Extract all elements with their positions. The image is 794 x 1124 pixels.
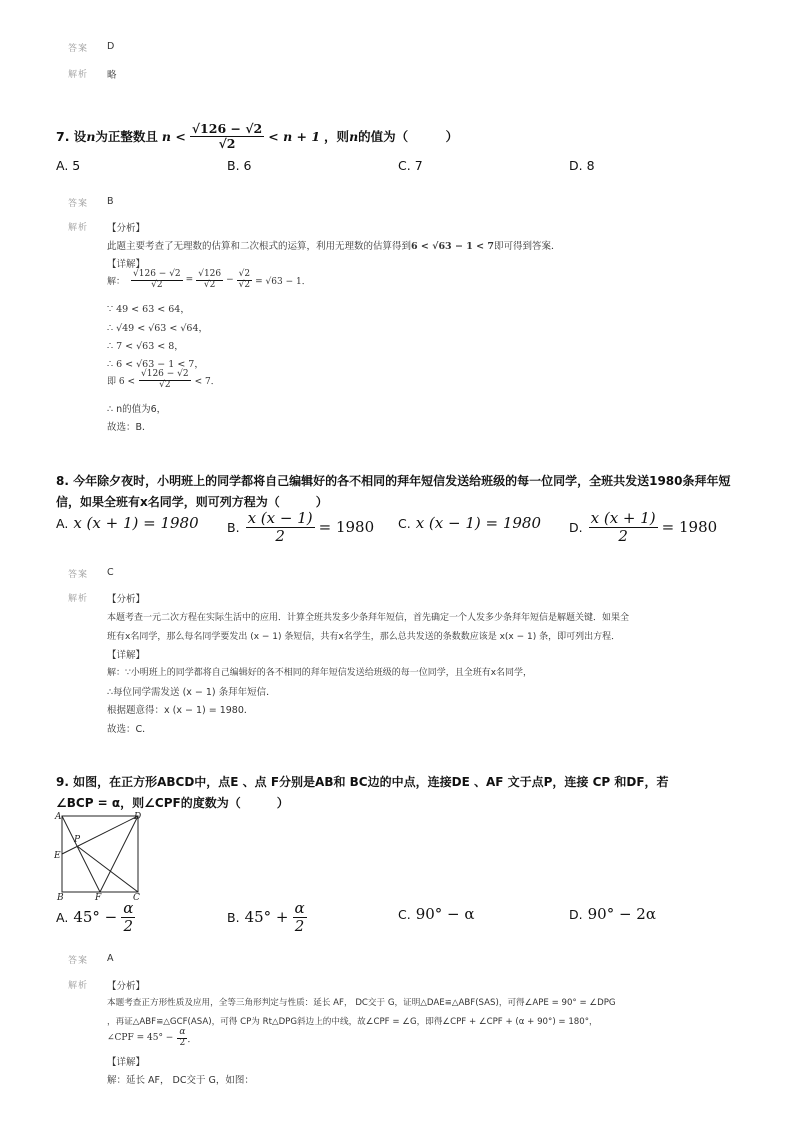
q7-option-c[interactable]: C. 7 bbox=[398, 158, 423, 173]
fig-label-a: A bbox=[55, 812, 62, 822]
q9-line-1: 9. 如图，在正方形ABCD中，点E 、点 F分别是AB和 BC边的中点，连接DE 、AF 文于点P，连接 CP 和DF，若 bbox=[56, 775, 669, 789]
q8-option-b[interactable]: B. $\frac{x (x - 1)}{2}$ = 1980 bbox=[227, 509, 375, 545]
q8-answer-value: C bbox=[107, 567, 114, 578]
q8-line-e: 解：∵小明班上的同学都将自己编辑好的各不相同的拜年短信发送给班级的每一位同学，且全班有x名同学， bbox=[107, 668, 533, 678]
analysis-text: 略 bbox=[107, 70, 117, 81]
q9-line-d: ∠CPF = 45° − $\frac{\alpha}{2}$ ． bbox=[107, 1027, 197, 1048]
q7-line-10: 故选：B． bbox=[107, 422, 152, 433]
q9-option-b[interactable]: B. 45° + $\frac{\alpha}{2}$ bbox=[227, 899, 305, 935]
q8-line-b: 本题考查一元二次方程在实际生活中的应用．计算全班共发多少条拜年短信，首先确定一个人发多少条拜年短信是解题关键．如果全 bbox=[107, 613, 630, 623]
q7-calc: 解： $\frac{√126 - √2}{√2}$ = $\frac{√126}{√2}$ − $\frac{√2}{√2}$ = √63 − 1． bbox=[107, 269, 311, 290]
q7-line-7: ∴ 6 < √63 − 1 < 7， bbox=[107, 359, 204, 370]
q8-option-c[interactable]: C. x (x − 1) = 1980 bbox=[398, 514, 542, 532]
q8-line-f: ∴每位同学需发送 (x − 1) 条拜年短信． bbox=[107, 687, 276, 698]
q7-stem-a: 7. 设 bbox=[56, 129, 87, 145]
q7-line-4: ∵ 49 < 63 < 64， bbox=[107, 304, 190, 315]
q7-line-8: 即 6 < $\frac{√126 - √2}{√2}$ < 7． bbox=[107, 369, 220, 390]
q9-line-b: 本题考查正方形性质及应用，全等三角形判定与性质：延长 AF， DC交于 G，证明△DAE≌△ABF(SAS)，可得∠APE = 90° = ∠DPG bbox=[107, 998, 616, 1008]
q9-option-c[interactable]: C. 90° − α bbox=[398, 905, 475, 923]
q9-line-2: ∠BCP = α，则∠CPF的度数为（ ） bbox=[56, 796, 289, 810]
q9-option-a[interactable]: A. 45° − $\frac{\alpha}{2}$ bbox=[56, 899, 134, 935]
fig-label-c: C bbox=[133, 893, 140, 902]
q9-line-e: 【详解】 bbox=[107, 1057, 146, 1068]
answer-value: D bbox=[107, 41, 115, 52]
q7-rhs: < n + 1 bbox=[268, 128, 321, 144]
q7-fraction-den: √2 bbox=[218, 135, 236, 151]
answer-label: 答案 bbox=[68, 44, 89, 54]
q7-var-n: n bbox=[86, 128, 96, 144]
fig-label-b: B bbox=[57, 893, 64, 902]
q8-answer-label: 答案 bbox=[68, 570, 89, 580]
q7-stem-d: 的值为（ ） bbox=[358, 129, 459, 145]
q7-lhs: n < bbox=[161, 128, 186, 144]
fig-label-e: E bbox=[54, 851, 61, 861]
q7-line-9: ∴ n的值为6， bbox=[107, 404, 167, 415]
q8-option-a[interactable]: A. x (x + 1) = 1980 bbox=[56, 514, 199, 532]
q8-line-c: 班有x名同学，那么每名同学要发出 (x − 1) 条短信，共有x名学生，那么总共发送的条数数应该是 x(x − 1) 条，即可列出方程． bbox=[107, 632, 621, 642]
q8-line-1: 8. 今年除夕夜时，小明班上的同学都将自己编辑好的各不相同的拜年短信发送给班级的每一位同学，全班共发送1980条拜年短 bbox=[56, 474, 731, 488]
q7-answer-value: B bbox=[107, 196, 114, 207]
q7-line-6: ∴ 7 < √63 < 8， bbox=[107, 341, 184, 352]
q7-option-d[interactable]: D. 8 bbox=[569, 158, 595, 173]
q7-answer-label: 答案 bbox=[68, 199, 89, 209]
q7-line-0: 【分析】 bbox=[107, 223, 146, 234]
q9-option-d[interactable]: D. 90° − 2α bbox=[569, 905, 656, 923]
q7-analysis-label: 解析 bbox=[68, 223, 89, 233]
q7-stem-c: ，则 bbox=[324, 129, 350, 145]
q7-line-5: ∴ √49 < √63 < √64， bbox=[107, 323, 208, 334]
q7-line-1: 此题主要考查了无理数的估算和二次根式的运算，利用无理数的估算得到6 < √63 − 1 < 7即可得到答案． bbox=[107, 241, 561, 252]
q8-line-2: 信，如果全班有x名同学，则可列方程为（ ） bbox=[56, 495, 328, 509]
q9-answer-value: A bbox=[107, 953, 114, 964]
q8-line-h: 故选：C． bbox=[107, 724, 152, 735]
q7-option-a[interactable]: A. 5 bbox=[56, 158, 81, 173]
q8-line-g: 根据题意得：x (x − 1) = 1980． bbox=[107, 705, 254, 716]
q9-line-a: 【分析】 bbox=[107, 981, 146, 992]
fig-label-p: P bbox=[74, 835, 81, 845]
q8-line-a: 【分析】 bbox=[107, 594, 146, 605]
fig-label-d: D bbox=[134, 812, 142, 822]
q7-var-n-2: n bbox=[349, 128, 359, 144]
q7-option-b[interactable]: B. 6 bbox=[227, 158, 252, 173]
q9-analysis-label: 解析 bbox=[68, 981, 89, 991]
q7-line-2: 【详解】 bbox=[107, 259, 146, 270]
q7-fraction bbox=[190, 122, 264, 151]
q7-fraction-num: √126 − √2 bbox=[191, 121, 263, 136]
fig-label-f: F bbox=[95, 893, 102, 902]
analysis-label: 解析 bbox=[68, 70, 89, 80]
q9-answer-label: 答案 bbox=[68, 956, 89, 966]
q8-option-d[interactable]: D. $\frac{x (x + 1)}{2}$ = 1980 bbox=[569, 509, 718, 545]
q9-line-f: 解：延长 AF， DC交于 G，如图： bbox=[107, 1075, 254, 1086]
q8-analysis-label: 解析 bbox=[68, 594, 89, 604]
q9-line-c: ，再证△ABF≌△GCF(ASA)，可得 CP为 Rt△DPG斜边上的中线，故∠CPF = ∠G，即得∠CPF + ∠CPF + (α + 90°) = 180°， bbox=[107, 1017, 598, 1027]
question-7-stem bbox=[56, 122, 458, 151]
q7-stem-b: 为正整数且 bbox=[95, 129, 158, 145]
square-figure bbox=[54, 810, 146, 902]
q8-line-d: 【详解】 bbox=[107, 650, 146, 661]
